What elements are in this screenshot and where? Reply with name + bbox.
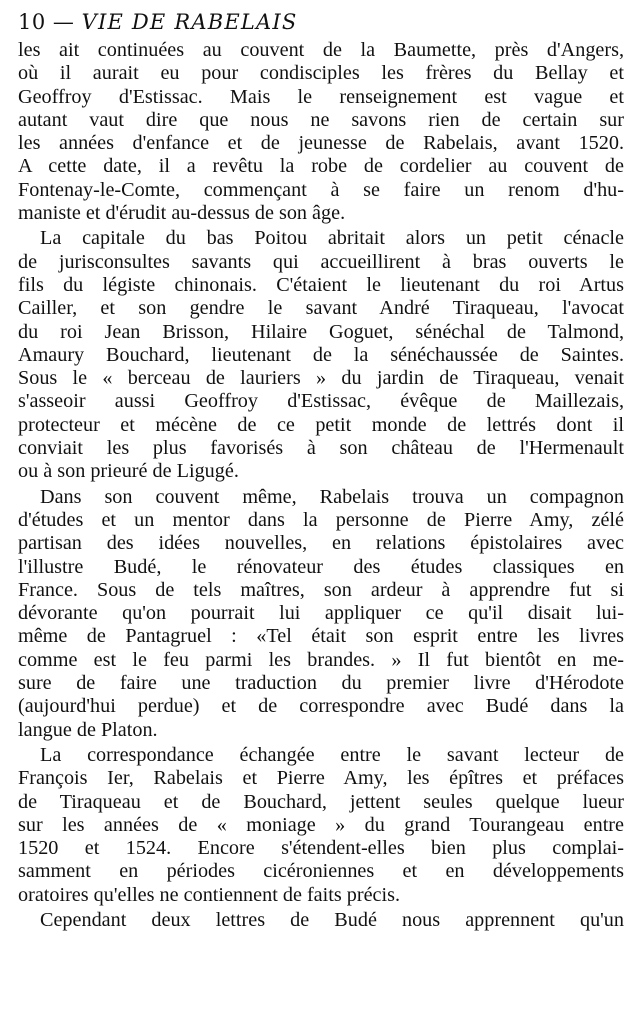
text-line: fils du légiste chinonais. C'étaient le lieutenant du roi Artus	[18, 273, 624, 296]
text-line: samment en périodes cicéroniennes et en développements	[18, 860, 624, 883]
text-line: François Ier, Rabelais et Pierre Amy, les épîtres et préfaces	[18, 767, 624, 790]
text-line: partisan des idées nouvelles, en relations épistolaires avec	[18, 532, 624, 555]
text-line: 1520 et 1524. Encore s'étendent-elles bien plus complai-	[18, 837, 624, 860]
running-head-title: VIE DE RABELAIS	[81, 10, 298, 34]
paragraph-3	[18, 486, 624, 742]
text-line: de jurisconsultes savants qui accueillirent à bras ouverts le	[18, 250, 624, 273]
running-head-dash: —	[52, 10, 75, 34]
text-line: France. Sous de tels maîtres, son ardeur à apprendre fut si	[18, 578, 624, 601]
paragraph-1	[18, 39, 624, 225]
text-line: où il aurait eu pour condisciples les frères du Bellay et	[18, 62, 624, 85]
text-line: Dans son couvent même, Rabelais trouva un compagnon	[40, 485, 624, 508]
text-line: (aujourd'hui perdue) et de correspondre avec Budé dans la	[18, 695, 624, 718]
text-line: maniste et d'érudit au-dessus de son âge.	[18, 202, 346, 225]
text-line: s'asseoir aussi Geoffroy d'Estissac, évêque de Maillezais,	[18, 390, 624, 413]
text-line: même de Pantagruel : «Tel était son esprit entre les livres	[18, 625, 624, 648]
text-line: Fontenay-le-Comte, commençant à se faire un renom d'hu-	[18, 178, 624, 201]
text-line: comme est le feu parmi les brandes. » Il fut bientôt en me-	[18, 648, 624, 671]
text-line: les ait continuées au couvent de la Baumette, près d'Angers,	[18, 39, 624, 61]
text-line: l'illustre Budé, le rénovateur des études classiques en	[18, 555, 624, 578]
text-line: Sous le « berceau de lauriers » du jardin de Tiraqueau, venait	[18, 367, 624, 390]
text-line: protecteur et mécène de ce petit monde de lettrés dont il	[18, 413, 624, 436]
text-line: sure de faire une traduction du premier livre d'Hérodote	[18, 672, 624, 695]
paragraph-2	[18, 227, 624, 483]
running-head	[18, 10, 624, 38]
paragraph-4	[18, 744, 624, 907]
text-line: Amaury Bouchard, lieutenant de la sénéchaussée de Saintes.	[18, 343, 624, 366]
text-line: les années d'enfance et de jeunesse de Rabelais, avant 1520.	[18, 132, 624, 155]
page-number: 10	[18, 10, 46, 34]
text-line: La capitale du bas Poitou abritait alors un petit cénacle	[40, 227, 624, 250]
paragraph-5	[18, 909, 624, 932]
text-line: d'études et un mentor dans la personne de Pierre Amy, zélé	[18, 508, 624, 531]
text-line: du roi Jean Brisson, Hilaire Goguet, sénéchal de Talmond,	[18, 320, 624, 343]
text-line: Cailler, et son gendre le savant André Tiraqueau, l'avocat	[18, 297, 624, 320]
text-line: conviait les plus favorisés à son château de l'Hermenault	[18, 437, 624, 460]
text-line: ou à son prieuré de Ligugé.	[18, 460, 239, 483]
text-line: oratoires qu'elles ne contiennent de faits précis.	[18, 883, 401, 906]
text-line: langue de Platon.	[18, 718, 158, 741]
text-line: de Tiraqueau et de Bouchard, jettent seules quelque lueur	[18, 790, 624, 813]
text-line: sur les années de « moniage » du grand Tourangeau entre	[18, 813, 624, 836]
text-line: A cette date, il a revêtu la robe de cordelier au couvent de	[18, 155, 624, 178]
text-line: Cependant deux lettres de Budé nous apprennent qu'un	[40, 908, 624, 931]
text-line: autant vaut dire que nous ne savons rien de certain sur	[18, 108, 624, 131]
text-line: Geoffroy d'Estissac. Mais le renseignement est vague et	[18, 85, 624, 108]
text-line: dévorante qu'on pourrait lui appliquer ce qu'il disait lui-	[18, 602, 624, 625]
text-line: La correspondance échangée entre le savant lecteur de	[40, 743, 624, 766]
book-page	[18, 10, 624, 934]
